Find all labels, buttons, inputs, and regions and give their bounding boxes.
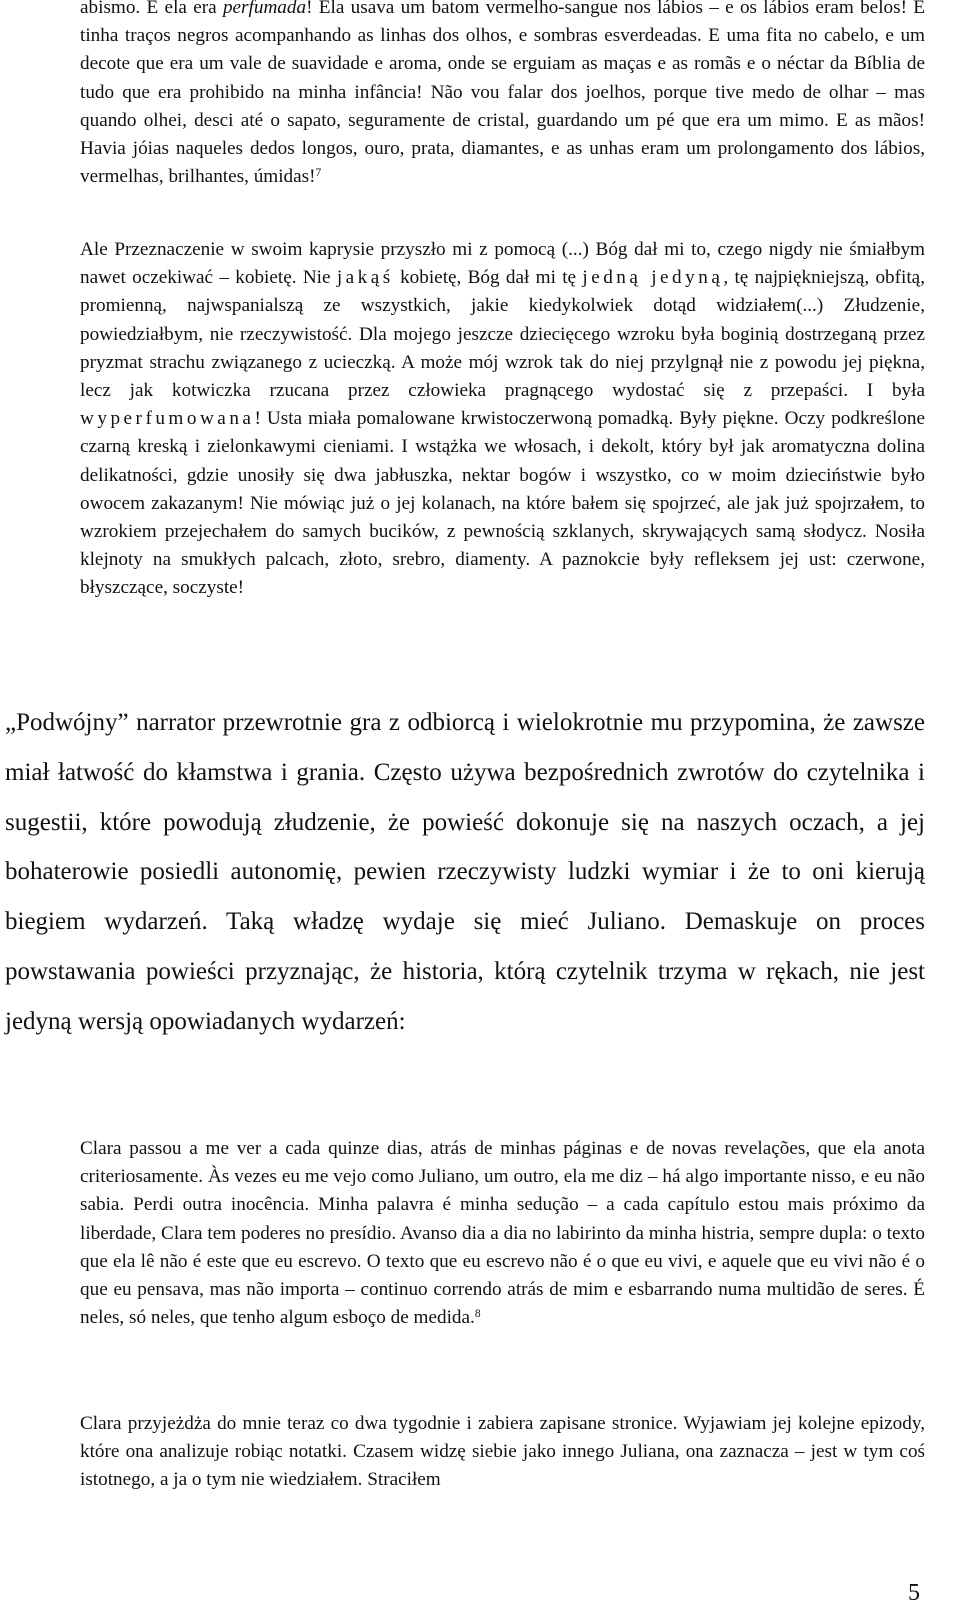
quote-text: abismo. E ela era: [80, 0, 223, 18]
quote-polish-1: [80, 236, 925, 603]
quote-text: , tę najpiękniejszą, obfitą, promienną, najwspanialszą ze wszystkich, jakie kiedykolwiek dotąd widziałem(...) Złudzenie, powiedziałbym, nie rzeczywistość. Dla mojego jeszcze dziecięcego wzroku była boginią dostrzeganą przez pryzmat strachu związanego z ucieczką. A może mój wzrok tak do niej przylgnął nie z powodu jej piękna, lecz jak kotwiczka rzucana przez człowieka pragnącego wydostać się z przepaści. I była: [80, 267, 925, 402]
quote-text: ! Ela usava um batom vermelho-sangue nos lábios – e os lábios eram belos! E tinha traços negros acompanhando as linhas dos olhos, e sombras esverdeadas. E uma fita no cabelo, e um decote que era um vale de suavidade e aroma, onde se erguiam as maças e as romãs e o néctar da Bíblia de tudo que era prohibido na minha infância! Não vou falar dos joelhos, porque tive medo de olhar – mas quando olhei, desci até o sapato, seguramente de cristal, guardando um pé que era um mimo. E as mãos! Havia jóias naqueles dedos longos, ouro, prata, diamantes, e as unhas eram um prolongamento dos lábios, vermelhas, brilhantes, úmidas!: [80, 0, 925, 188]
emphasized-word: perfumada: [222, 0, 307, 18]
footnote-ref-7[interactable]: 7: [315, 166, 322, 179]
quote-text: kobietę, Bóg dał mi tę: [393, 267, 583, 289]
quote-text: Clara passou a me ver a cada quinze dias, atrás de minhas páginas e de novas revelações, que ela anota criteriosamente. Às vezes eu me vejo como Juliano, um outro, ela me diz – há algo importante nisso, e eu não sabia. Perdi outra inocência. Minha palavra é minha sedução – a cada capítulo estou mais próximo da liberdade, Clara tem poderes no presídio. Avanso dia a dia no labirinto da minha histria, sempre dupla: o texto que ela lê não é este que eu escrevo. O texto que eu escrevo não é o que eu vivi, e aquele que eu vivi não é o que eu pensava, mas não importa – continuo correndo atrás de mim e esbarrando numa multidão de seres. É neles, só neles, que tenho algum esboço de medida.: [80, 1138, 925, 1329]
quote-text: ! Usta miała pomalowane krwistoczerwoną pomadką. Były piękne. Oczy podkreślone czarną kreską i zielonkawymi cieniami. I wstążka we włosach, i dekolt, który był jak aromatyczna dolina delikatności, gdzie unosiły się dwa jabłuszka, nektar bogów i wszystko, co w moim dzieciństwie było owocem zakazanym! Nie mówiąc już o jej kolanach, na które bałem się spojrzeć, ale jak już spojrzałem, to wzrokiem przejechałem do samych bucików, z pewnością szklanych, skrywających samą słodycz. Nosiła klejnoty na smukłych palcach, złoto, srebro, diamenty. A paznokcie były refleksem jej ust: czerwone, błyszczące, soczyste!: [80, 408, 925, 599]
quote-portuguese-2: [80, 1135, 925, 1332]
quote-portuguese-1: [80, 0, 925, 191]
spaced-emphasis: wyperfumowana: [80, 408, 255, 430]
quote-text: Ale Przeznaczenie w swoim kaprysie przyszło mi z pomocą (...) Bóg dał mi to, czego nigdy nie śmiałbym nawet oczekiwać – kobietę. Nie: [80, 239, 925, 289]
footnote-ref-8[interactable]: 8: [474, 1307, 481, 1320]
body-paragraph: „Podwójny” narrator przewrotnie gra z odbiorcą i wielokrotnie mu przypomina, że zawsze miał łatwość do kłamstwa i grania. Często używa bezpośrednich zwrotów do czytelnika i sugestii, które powodują złudzenie, że powieść dokonuje się na naszych oczach, a jej bohaterowie posiedli autonomię, pewien rzeczywisty ludzki wymiar i że to oni kierują biegiem wydarzeń. Taką władzę wydaje się mieć Juliano. Demaskuje on proces powstawania powieści przyznając, że historia, którą czytelnik trzyma w rękach, nie jest jedyną wersją opowiadanych wydarzeń:: [5, 709, 925, 1035]
spaced-emphasis: jedną jedyną: [582, 267, 724, 289]
spaced-emphasis: jakąś: [336, 267, 394, 289]
quote-polish-2: Clara przyjeżdża do mnie teraz co dwa tygodnie i zabiera zapisane stronice. Wyjawiam jej kolejne epizody, które ona analizuje robiąc notatki. Czasem widzę siebie jako innego Juliana, ona zaznacza – jest w tym coś istotnego, a ja o tym nie wiedziałem. Straciłem: [80, 1413, 925, 1491]
page-number: 5: [908, 1580, 920, 1606]
